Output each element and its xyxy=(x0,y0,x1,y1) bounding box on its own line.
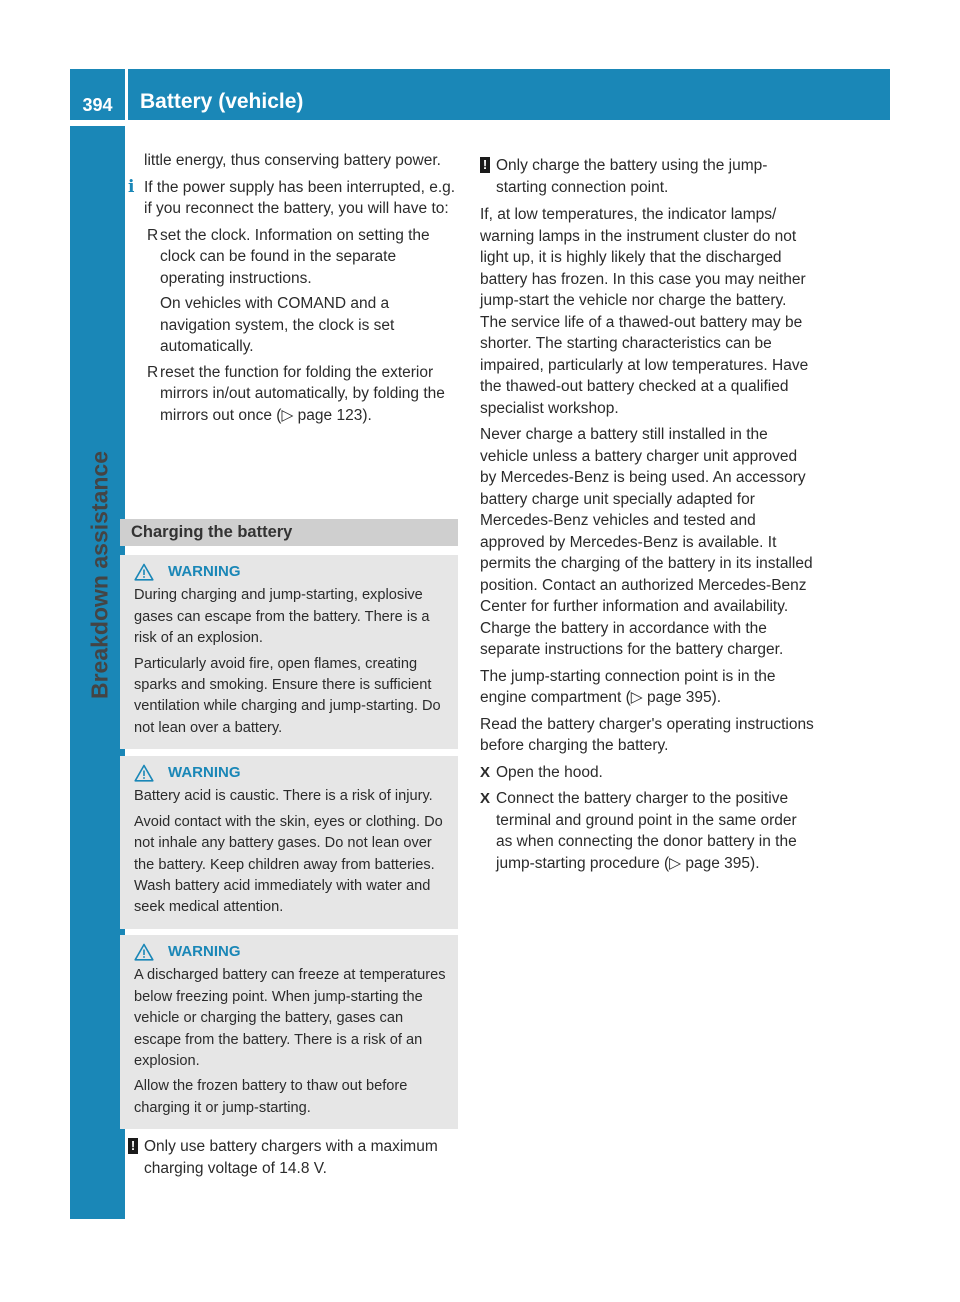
warning-title xyxy=(134,941,450,962)
warning-text: During charging and jump-starting, explosive gases can escape from the battery. There is a risk of an explosion. xyxy=(134,587,430,647)
body-paragraph: Never charge a battery still installed in the vehicle unless a battery charger unit approved by Mercedes-Benz is being used. An accessory battery charge unit specially adapted for Mercedes-Benz vehicles and tested and approved by Mercedes-Benz is available. It permits the charging of the battery in its installed position. Contact an authorized Mercedes-Benz Center for further information and availability. Charge the battery in accordance with the separate instructions for the battery charger. xyxy=(480,426,813,658)
warning-box xyxy=(120,555,458,749)
section-heading: Charging the battery xyxy=(120,519,458,546)
notice-text: Only charge the battery using the jump-starting connection point. xyxy=(496,157,768,196)
section-side-label: Breakdown assistance xyxy=(86,450,113,700)
warning-triangle-icon xyxy=(134,943,154,961)
notice xyxy=(128,1136,474,1179)
instruction-step xyxy=(480,762,815,784)
step-text: Open the hood. xyxy=(496,763,603,781)
body-paragraph: The jump-starting connection point is in the engine compartment (▷ page 395). xyxy=(480,667,776,706)
exclamation-icon: ! xyxy=(480,157,490,173)
list-item xyxy=(128,362,460,427)
bullet-continuation: On vehicles with COMAND and a navigation system, the clock is set automatically. xyxy=(160,295,395,355)
warning-text: Particularly avoid fire, open flames, creating sparks and smoking. Ensure there is sufficient ventilation while charging and jump-starting. Do not lean over a battery. xyxy=(134,655,441,736)
bullet-text: set the clock. Information on setting the clock can be found in the separate operating instructions. xyxy=(160,226,430,287)
list-item xyxy=(128,225,460,358)
notice-text: Only use battery chargers with a maximum charging voltage of 14.8 V. xyxy=(144,1138,438,1177)
bullet-text: reset the function for folding the exterior mirrors in/out automatically, by folding the mirrors out once (▷ page 123). xyxy=(160,363,445,424)
body-paragraph: Read the battery charger's operating instructions before charging the battery. xyxy=(480,715,814,754)
left-column xyxy=(128,150,460,430)
warning-label: WARNING xyxy=(168,764,241,781)
notice xyxy=(480,155,815,198)
step-mark: X xyxy=(480,790,491,807)
warning-text: Battery acid is caustic. There is a risk of injury. xyxy=(134,788,433,805)
warning-triangle-icon xyxy=(134,563,154,581)
warning-title xyxy=(134,561,450,582)
bullet-mark: R xyxy=(147,226,159,244)
page-number: 394 xyxy=(70,69,125,120)
right-column xyxy=(480,155,815,879)
info-text: If the power supply has been interrupted, e.g. if you reconnect the battery, you will have to: xyxy=(144,178,456,217)
warning-box xyxy=(120,935,458,1129)
body-paragraph: If, at low temperatures, the indicator lamps/ warning lamps in the instrument cluster do not light up, it is highly likely that the discharged battery has frozen. In this case you may neither jump-start the vehicle nor charge the battery. The service life of a thawed-out battery may be shorter. The starting characteristics can be impaired, particularly at low temperatures. Have the thawed-out battery checked at a qualified specialist workshop. xyxy=(480,206,809,417)
warning-label: WARNING xyxy=(168,563,241,580)
page-title: Battery (vehicle) xyxy=(128,69,890,120)
warning-text: Allow the frozen battery to thaw out before charging it or jump-starting. xyxy=(134,1078,408,1116)
instruction-step xyxy=(480,788,815,874)
step-mark: X xyxy=(480,763,491,781)
warning-triangle-icon xyxy=(134,764,154,782)
warning-label: WARNING xyxy=(168,943,241,960)
warning-text: A discharged battery can freeze at temperatures below freezing point. When jump-starting the vehicle or charging the battery, gases can escape from the battery. There is a risk of an explosion. xyxy=(134,967,446,1070)
bullet-mark: R xyxy=(147,363,159,381)
intro-text: little energy, thus conserving battery power. xyxy=(144,152,441,169)
info-note xyxy=(128,177,460,220)
step-text: Connect the battery charger to the positive terminal and ground point in the same order as when connecting the donor battery in the jump-starting procedure (▷ page 395). xyxy=(496,790,797,872)
warning-title xyxy=(134,762,450,783)
exclamation-icon: ! xyxy=(128,1138,138,1154)
warning-text: Avoid contact with the skin, eyes or clothing. Do not inhale any battery gases. Do not lean over the battery. Keep children away from batteries. Wash battery acid immediately with water and seek medical attention. xyxy=(134,813,443,916)
warning-box xyxy=(120,756,458,929)
info-icon: i xyxy=(128,176,135,197)
